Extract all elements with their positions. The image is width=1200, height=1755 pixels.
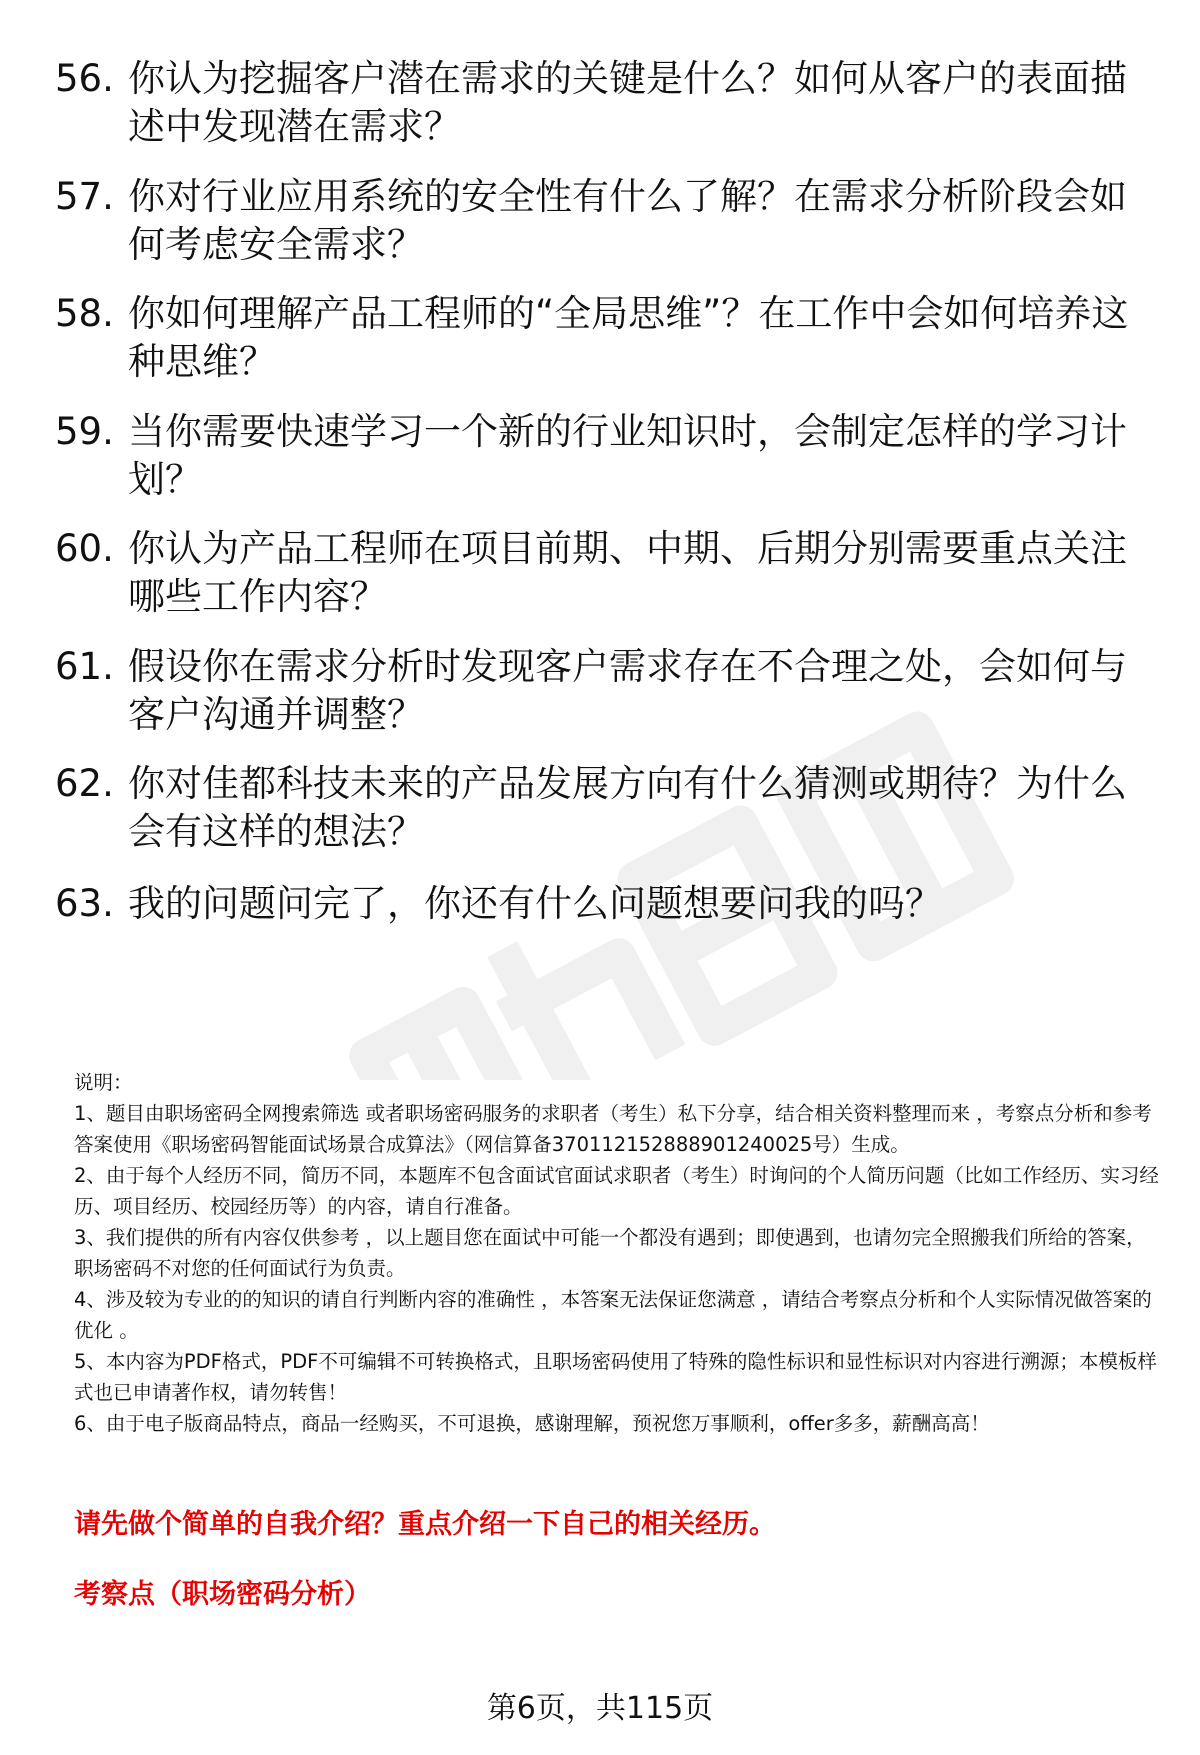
question-text: 你对佳都科技未来的产品发展方向有什么猜测或期待？为什么会有这样的想法？ [128,762,1127,853]
note-item: 1、题目由职场密码全网搜索筛选 或者职场密码服务的求职者（考生）私下分享，结合相关资料整理而来 ，考察点分析和参考答案使用《职场密码智能面试场景合成算法》（网信算备370112152888901240025号）生成。 [74,1102,1152,1156]
question-text: 你对行业应用系统的安全性有什么了解？在需求分析阶段会如何考虑安全需求？ [128,175,1127,266]
note-item: 3、我们提供的所有内容仅供参考 ，以上题目您在面试中可能一个都没有遇到；即使遇到，也请勿完全照搬我们所给的答案，职场密码不对您的任何面试行为负责。 [74,1226,1146,1280]
question-text: 我的问题问完了，你还有什么问题想要问我的吗？ [128,882,942,925]
question-number: 62. [55,762,114,805]
analysis-heading: 考察点（职场密码分析） [74,1579,371,1610]
question-number: 58. [55,292,114,335]
page-number: 第6页，共115页 [486,1691,714,1726]
notes-section [74,1067,1164,1439]
notes-title: 说明： [74,1071,133,1094]
question-number: 59. [55,410,114,453]
question-text: 你认为产品工程师在项目前期、中期、后期分别需要重点关注哪些工作内容？ [128,527,1127,618]
question-text: 当你需要快速学习一个新的行业知识时，会制定怎样的学习计划？ [128,410,1127,501]
note-item: 5、本内容为PDF格式，PDF不可编辑不可转换格式，且职场密码使用了特殊的隐性标识和显性标识对内容进行溯源；本模板样式也已申请著作权，请勿转售！ [74,1350,1157,1404]
question-text: 你认为挖掘客户潜在需求的关键是什么？如何从客户的表面描述中发现潜在需求？ [128,57,1127,148]
question-number: 56. [55,57,114,100]
highlight-question: 请先做个简单的自我介绍？重点介绍一下自己的相关经历。 [74,1509,776,1540]
question-number: 61. [55,645,114,688]
note-item: 4、涉及较为专业的的知识的请自行判断内容的准确性 ，本答案无法保证您满意 ，请结合考察点分析和个人实际情况做答案的优化 。 [74,1288,1152,1342]
question-number: 63. [55,882,114,925]
question-number: 57. [55,175,114,218]
note-item: 6、由于电子版商品特点，商品一经购买，不可退换，感谢理解，预祝您万事顺利，offer多多，薪酬高高！ [74,1412,990,1435]
note-item: 2、由于每个人经历不同，简历不同，本题库不包含面试官面试求职者（考生）时询问的个人简历问题（比如工作经历、实习经历、项目经历、校园经历等）的内容，请自行准备。 [74,1164,1159,1218]
question-number: 60. [55,527,114,570]
question-text: 假设你在需求分析时发现客户需求存在不合理之处，会如何与客户沟通并调整？ [128,645,1127,736]
question-text: 你如何理解产品工程师的“全局思维”？在工作中会如何培养这种思维？ [128,292,1129,383]
